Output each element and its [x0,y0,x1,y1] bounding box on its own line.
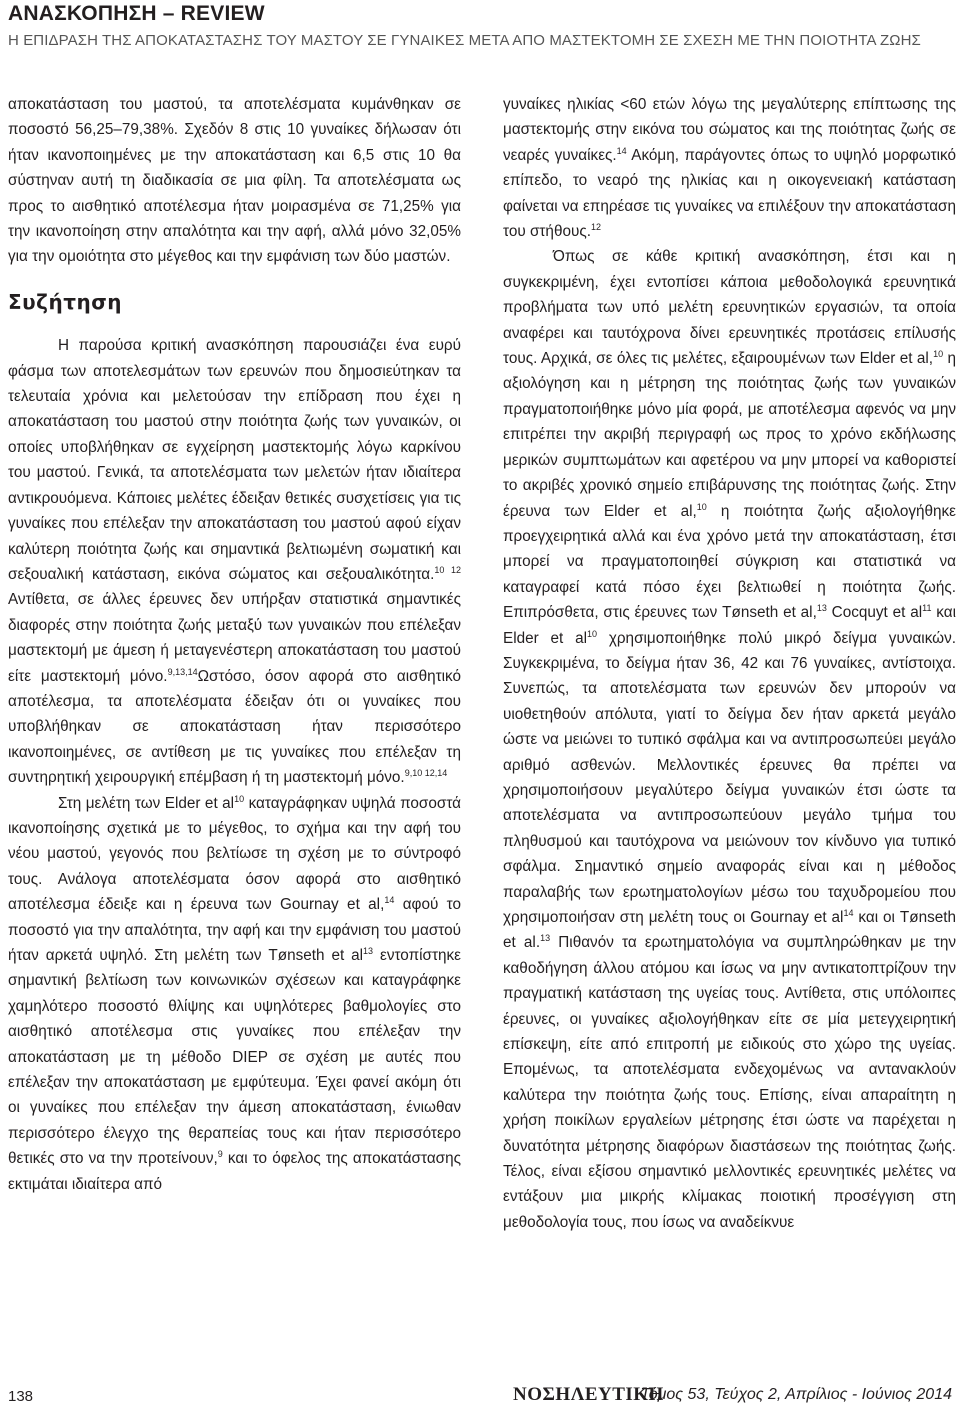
page-number: 138 [8,1388,34,1405]
citation: 14 [616,145,627,156]
issue-info: Τόμος 53, Τεύχος 2, Απρίλιος - Ιούνιος 2014 [640,1386,952,1403]
citation: 9,13,14 [167,666,198,677]
citation: 12 [590,222,601,233]
citation: 10 [587,628,598,639]
discussion-paragraph-1: Η παρούσα κριτική ανασκόπηση παρουσιάζει ένα ευρύ φάσμα των αποτελεσμάτων των ερευνών που δημοσιεύτηκαν τα τελευταία χρόνια και μελετούσαν την επίδραση που έχει η αποκατάσταση του μαστού στην ποιότητα ζωής των γυναικών, οι οποίες υποβλήθηκαν σε εγχείρηση μαστεκτομής λόγω καρκίνου του μαστού. Γενικά, τα αποτελέσματα των μελετών ήταν ιδιαίτερα αντικρουόμενα. Κάποιες μελέτες έδειξαν θετικές συσχετίσεις για τις γυναίκες που επέλεξαν την αποκατάσταση του μαστού αφού είχαν καλύτερη ποιότητα ζωής και σημαντικά βελτιωμένη σωματική και σεξουαλική κατάσταση, εικόνα σώματος και σεξουαλικότητα.$^{10 12}$ Αντίθετα, σε άλλες έρευνες δεν υπήρξαν στατιστικά σημαντικές διαφορές στην ποιότητα ζωής μεταξύ των γυναικών που επέλεξαν μαστεκτομή με άμεση ή μεταγενέστερη αποκατάσταση του μαστού είτε μαστεκτομή μόνο.$^{9,13,14}$Ωστόσο, όσον αφορά στο αισθητικό αποτέλεσμα, τα αποτελέσματα έδειξαν ότι οι γυναίκες που υποβλήθηκαν σε αποκατάσταση ήταν περισσότερο ικανοποιημένες, σε αντίθεση με τις γυναίκες που επέλεξαν τη συντηρητική χειρουργική επέμβαση ή τη μαστεκτομή μόνο.$^{9,10 12,14}$ [8,337,461,787]
citation: 14 [384,895,395,906]
limitations-paragraph: Όπως σε κάθε κριτική ανασκόπηση, έτσι και η συγκεκριμένη, έχει εντοπίσει κάποια μεθοδολογικά ερευνητικά προβλήματα των υπό μελέτη ερευνητικών εργασιών, τα οποία αναφέρει και ταυτόχρονα δίνει ερευνητικές προτάσεις επίλυσής τους. Αρχικά, σε όλες τις μελέτες, εξαιρουμένων των Elder et al,$^{10}$ η αξιολόγηση και η μέτρηση της ποιότητας ζωής των γυναικών πραγματοποιήθηκε μόνο μία φορά, με αποτέλεσμα αφενός να μην επιτρέπει την ακριβή περιγραφή ως προς το χρόνο εκδήλωσης μερικών συμπτωμάτων και αφετέρου να μην μπορεί να καθοριστεί το ακριβές χρονικό σημείο επιβάρυνσης της ποιότητας ζωής. Στην έρευνα των Elder et al,$^{10}$ η ποιότητα ζωής αξιολογήθηκε προεγχειρητικά αλλά και ένα χρόνο μετά την αποκατάσταση, έτσι μπορεί να πραγματοποιηθεί σύγκριση και στατιστικά να καταγραφεί κατά πόσο έχει βελτιωθεί η ποιότητα ζωής. Επιπρόσθετα, στις έρευνες των Tønseth et al,$^{13}$ Cocquyt et $al^{11}$ και Elder et $al^{10}$ χρησιμοποιήθηκε πολύ μικρό δείγμα γυναικών. Συγκεκριμένα, το δείγμα ήταν 36, 42 και 76 γυναίκες, αντίστοιχα. Συνεπώς, τα αποτελέσματα των ερευνών δεν μπορούν να υιοθετηθούν απόλυτα, γιατί το δείγμα δεν ήταν αρκετά μεγάλο ώστε να μειώνει το τυπικό σφάλμα και να αντιπροσωπεύει μεγάλο αριθμό ασθενών. Μελλοντικές έρευνες θα πρέπει να χρησιμοποιήσουν μεγαλύτερο δείγμα γυναικών έτσι ώστε τα αποτελέσματα να αντιπροσωπεύουν μεγάλο τμήμα του πληθυσμού και ταυτόχρονα να μειώνουν τον κίνδυνο για τυπικό σφάλμα. Σημαντικό σημείο αναφοράς είναι και η μέθοδος παραλαβής των ερωτηματολογίων μέσω του ταχυδρομείου που χρησιμοποιήσαν στη μελέτη τους οι Gournay et $al^{14}$ και οι Tønseth et al.$^{13}$ Πιθανόν τα ερωτηματολόγια να συμπληρώθηκαν με την καθοδήγηση άλλου ατόμου και ίσως να μην αντικατοπτρίζουν την πραγματική κατάσταση της υγείας τους. Αντίθετα, στις υπόλοιπες έρευνες, οι γυναίκες αξιολογήθηκαν είτε σε μία μετεγχειρητική επίσκεψη, είτε από επιτροπή με ειδικούς στο χώρο της υγείας. Επομένως, τα αποτελέσματα ενδεχομένως να αντανακλούν καλύτερα την ποιότητα ζωής τους. Επίσης, είναι απαραίτητη η χρήση ποικίλων εργαλείων μέτρησης έτσι ώστε να παρέχεται η δυνατότητα μέτρησης διαφόρων διαστάσεων της ποιότητας ζωής. Τέλος, είναι εξίσου σημαντικό μελλοντικές ερευνητικές μελέτες να εντάξουν μια μικρής κλίμακας ποιοτική προσέγγιση στη μεθοδολογία τους, που ίσως να αναδείκνυε [503,248,957,1231]
results-paragraph: αποκατάσταση του μαστού, τα αποτελέσματα κυμάνθηκαν σε ποσοστό 56,25–79,38%. Σχεδόν 8 στις 10 γυναίκες δήλωσαν ότι ήταν ικανοποιημένες με την αποκατάσταση και 6,5 στις 10 θα σύστηναν αυτή τη διαδικασία σε μια φίλη. Τα αποτελέσματα ως προς το αισθητικό αποτέλεσμα ήταν μοιρασμένα σε 71,25% για την ικανοποίηση στην απαλότητα και την αφή, αλλά μόνο 32,05% για την ομοιότητα στο μέγεθος και την εμφάνιση των δύο μαστών. [8,96,461,266]
discussion-paragraph-3: γυναίκες ηλικίας <60 ετών λόγω της μεγαλύτερης επίπτωσης της μαστεκτομής στην εικόνα του σώματος και της ποιότητας ζωής σε νεαρές γυναίκες.$^{14}$ Ακόμη, παράγοντες όπως το υψηλό μορφωτικό επίπεδο, το νεαρό της ηλικίας και η οικογενειακή κατάσταση φαίνεται να επηρέασε τις γυναίκες να επιλέξουν την αποκατάσταση του στήθους.$^{12}$ [503,96,956,241]
journal-name: ΝΟΣΗΛΕΥΤΙΚΗ [513,1384,664,1405]
citation: 14 [843,908,854,918]
right-column [503,92,956,1235]
citation: 10 [696,501,707,512]
article-running-title: Η ΕΠΙΔΡΑΣΗ ΤΗΣ ΑΠΟΚΑΤΑΣΤΑΣΗΣ ΤΟΥ ΜΑΣΤΟΥ ΣΕ ΓΥΝΑΙΚΕΣ ΜΕΤΑ ΑΠΟ ΜΑΣΤΕΚΤΟΜΗ ΣΕ ΣΧΕΣΗ ΜΕ ΤΗΝ ΠΟΙΟΤΗΤΑ ΖΩΗΣ [8,32,921,49]
citation: 10 [933,349,944,360]
citation: 13 [816,603,827,614]
citation: 11 [922,603,932,614]
citation: 10 [234,793,245,804]
citation: 13 [363,946,374,956]
discussion-heading: Συζήτηση [8,289,123,314]
discussion-paragraph-2: Στη μελέτη των Elder et $al^{10}$ καταγράφηκαν υψηλά ποσοστά ικανοποίησης σχετικά με το μέγεθος, το σχήμα και την αφή του νέου μαστού, γεγονός που βελτίωσε τη σχέση με το σύντροφό τους. Ανάλογα αποτελέσματα όσον αφορά στο αισθητικό αποτέλεσμα έδειξε και η έρευνα των Gournay et al,$^{14}$ αφού το ποσοστό για την απαλότητα, την αφή και την εμφάνιση του μαστού ήταν αρκετά υψηλό. Στη μελέτη των Tønseth et $al^{13}$ εντοπίστηκε σημαντική βελτίωση των κοινωνικών σχέσεων και καταγράφηκε χαμηλότερο ποσοστό θλίψης και υψηλότερες βαθμολογίες στο αισθητικό αποτέλεσμα στις γυναίκες που επέλεξαν την αποκατάσταση με τη μέθοδο DIEP σε σχέση με αυτές που επέλεξαν την αποκατάσταση με εμφύτευμα. Έχει φανεί ακόμη ότι οι γυναίκες που επέλεξαν την άμεση αποκατάσταση, ένιωθαν περισσότερο έλεγχο της θεραπείας τους και ήταν περισσότερο θετικές στο να την προτείνουν,$^9$ και το όφελος της αποκατάστασης εκτιμάται ιδιαίτερα από [8,793,462,1193]
page-footer [8,1384,952,1412]
citation: 9,10 12,14 [404,768,448,779]
citation: 13 [540,933,551,944]
running-header [8,0,952,49]
section-title: ΑΝΑΣΚΟΠΗΣΗ – REVIEW [8,2,265,25]
citation: 10 12 [434,564,461,575]
citation: 9 [217,1149,223,1160]
left-column [8,92,461,1197]
